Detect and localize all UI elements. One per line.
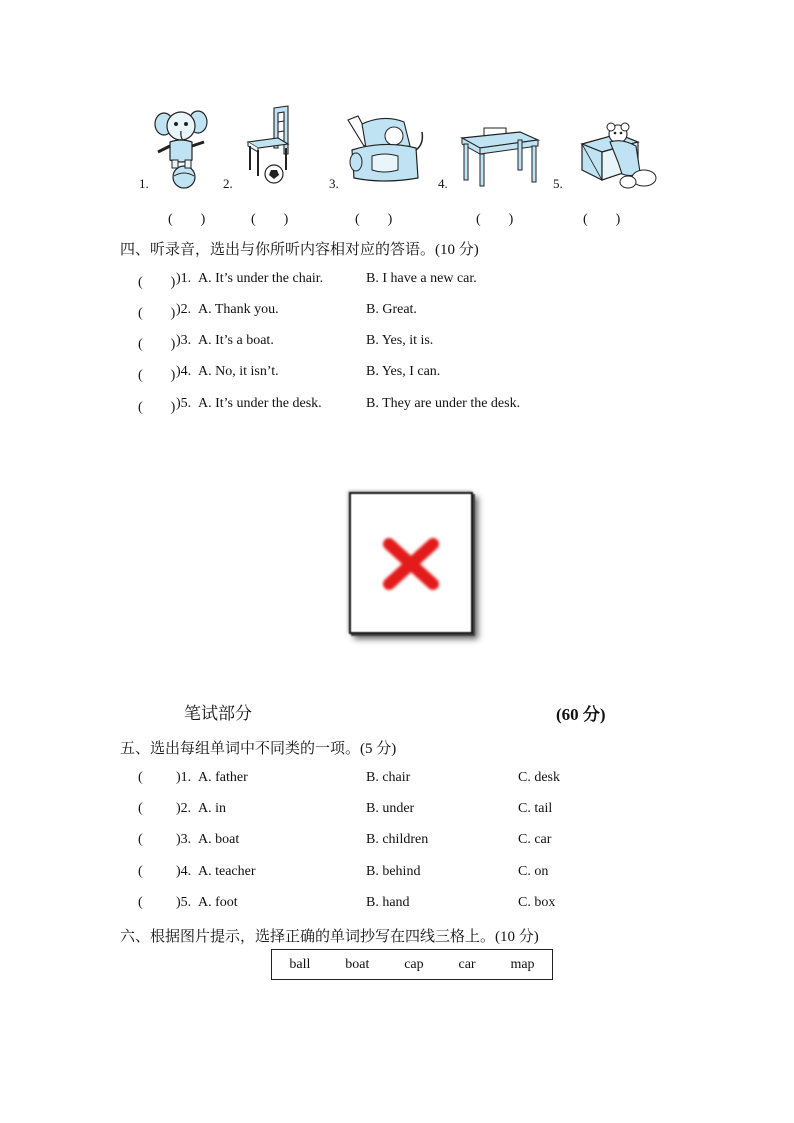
option-c: C. tail [518,801,553,816]
word-bank [271,949,553,980]
item-number: )5. [176,895,192,910]
option-a: A. It’s under the chair. [198,271,324,286]
option-c: C. on [518,864,549,879]
option-c: C. box [518,895,556,910]
option-c: C. car [518,832,552,847]
picture-number-1: 1. [139,176,149,191]
item-number: )3. [176,333,192,348]
section5-heading: 五、选出每组单词中不同类的一项。(5 分) [120,741,397,757]
picture-number-2: 2. [223,176,233,191]
picture-answer-blank-4[interactable]: ( ) [476,212,514,227]
answer-blank[interactable]: ( ) [138,337,176,352]
broken-image-icon [351,494,471,632]
picture-answer-blank-3[interactable]: ( ) [355,212,393,227]
picture-answer-blank-5[interactable]: ( ) [583,212,621,227]
option-b: B. children [366,832,429,847]
item-number: )1. [176,770,192,785]
word-bank-item: boat [345,956,370,972]
item-number: )4. [176,864,192,879]
answer-blank[interactable]: ( ) [138,400,176,415]
option-a: A. foot [198,895,238,910]
option-b: B. chair [366,770,411,785]
option-a: A. boat [198,832,240,847]
item-number: )5. [176,396,192,411]
item-number: )1. [176,271,192,286]
picture-answer-blank-2[interactable]: ( ) [251,212,289,227]
answer-blank[interactable]: ( [138,895,143,910]
schoolbag-icon [344,112,426,186]
option-a: A. It’s a boat. [198,333,274,348]
option-a: A. in [198,801,226,816]
option-a: A. teacher [198,864,256,879]
option-a: A. No, it isn’t. [198,364,279,379]
picture-number-3: 3. [329,176,339,191]
answer-blank[interactable]: ( [138,770,143,785]
item-number: )2. [176,302,192,317]
option-b: B. Yes, it is. [366,333,434,348]
chair-with-ball-icon [244,104,294,186]
option-b: B. under [366,801,415,816]
option-c: C. desk [518,770,560,785]
item-number: )4. [176,364,192,379]
option-b: B. Great. [366,302,417,317]
word-bank-item: map [510,956,535,972]
word-bank-item: cap [404,956,424,972]
answer-blank[interactable]: ( ) [138,368,176,383]
answer-blank[interactable]: ( [138,801,143,816]
elephant-on-ball-icon [152,104,210,190]
option-b: B. They are under the desk. [366,396,521,411]
word-bank-item: car [458,956,476,972]
option-b: B. I have a new car. [366,271,477,286]
section6-heading: 六、根据图片提示，选择正确的单词抄写在四线三格上。(10 分) [120,929,539,945]
option-b: B. Yes, I can. [366,364,441,379]
answer-blank[interactable]: ( [138,864,143,879]
bear-on-box-icon [578,122,660,192]
picture-answer-blank-1[interactable]: ( ) [168,212,206,227]
section4-heading: 四、听录音，选出与你所听内容相对应的答语。(10 分) [120,242,479,258]
picture-number-4: 4. [438,176,448,191]
option-a: A. Thank you. [198,302,279,317]
written-part-score: (60 分) [556,705,606,724]
option-a: A. father [198,770,248,785]
option-b: B. behind [366,864,421,879]
desk-icon [460,124,540,188]
word-bank-item: ball [289,956,311,972]
item-number: )2. [176,801,192,816]
option-b: B. hand [366,895,410,910]
broken-image-placeholder [349,492,473,634]
answer-blank[interactable]: ( ) [138,275,176,290]
picture-number-5: 5. [553,176,563,191]
option-a: A. It’s under the desk. [198,396,322,411]
written-part-title: 笔试部分 [184,704,252,723]
answer-blank[interactable]: ( ) [138,306,176,321]
item-number: )3. [176,832,192,847]
answer-blank[interactable]: ( [138,832,143,847]
